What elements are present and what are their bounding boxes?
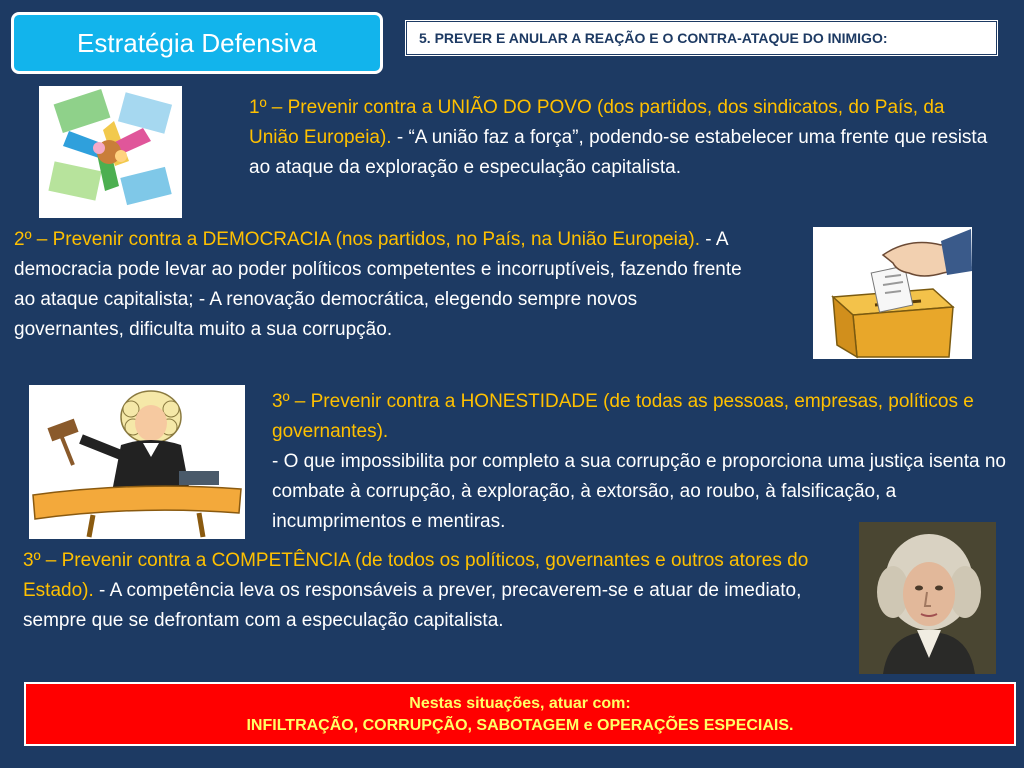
slide-title-box bbox=[11, 12, 383, 74]
action-banner bbox=[24, 682, 1016, 746]
point-3-body: - O que impossibilita por completo a sua corrupção e proporciona uma justiça isenta no combate à corrupção, à exploração, à extorsão, ao roubo, à falsificação, a incumprimentos e mentiras. bbox=[272, 451, 1006, 532]
point-2 bbox=[14, 225, 744, 345]
judge-image bbox=[29, 385, 245, 539]
point-4-highlight: 3º – Prevenir contra a COMPETÊNCIA (de todos os políticos, governantes e outros atores do Estado). bbox=[23, 550, 809, 601]
portrait-image bbox=[859, 522, 996, 674]
point-1 bbox=[249, 93, 989, 183]
point-4 bbox=[23, 546, 813, 636]
point-1-highlight: 1º – Prevenir contra a UNIÃO DO POVO (dos partidos, dos sindicatos, do País, da União Europeia). bbox=[249, 97, 945, 148]
slide-title: Estratégia Defensiva bbox=[77, 27, 317, 58]
ballot-box-image bbox=[813, 227, 972, 359]
point-3-highlight: 3º – Prevenir contra a HONESTIDADE (de todas as pessoas, empresas, políticos e governantes). bbox=[272, 391, 974, 442]
section-heading: 5. PREVER E ANULAR A REAÇÃO E O CONTRA-ATAQUE DO INIMIGO: bbox=[419, 30, 888, 46]
point-3 bbox=[272, 387, 1012, 537]
point-1-body: - “A união faz a força”, podendo-se estabelecer uma frente que resista ao ataque da exploração e especulação capitalista. bbox=[249, 127, 988, 178]
section-heading-box bbox=[406, 21, 997, 55]
point-4-body: - A competência leva os responsáveis a prever, precaverem-se e atuar de imediato, sempre que se defrontam com a especulação capitalista. bbox=[23, 580, 802, 631]
point-2-body: - A democracia pode levar ao poder políticos competentes e incorruptíveis, fazendo frente ao ataque capitalista; - A renovação democrática, elegendo sempre novos governantes, dificulta muito a sua corrupção. bbox=[14, 229, 742, 340]
point-2-highlight: 2º – Prevenir contra a DEMOCRACIA (nos partidos, no País, na União Europeia). bbox=[14, 229, 700, 250]
banner-line-1: Nestas situações, atuar com: bbox=[409, 695, 631, 712]
unity-hands-image bbox=[39, 86, 182, 218]
banner-line-2: INFILTRAÇÃO, CORRUPÇÃO, SABOTAGEM e OPERAÇÕES ESPECIAIS. bbox=[246, 717, 794, 734]
